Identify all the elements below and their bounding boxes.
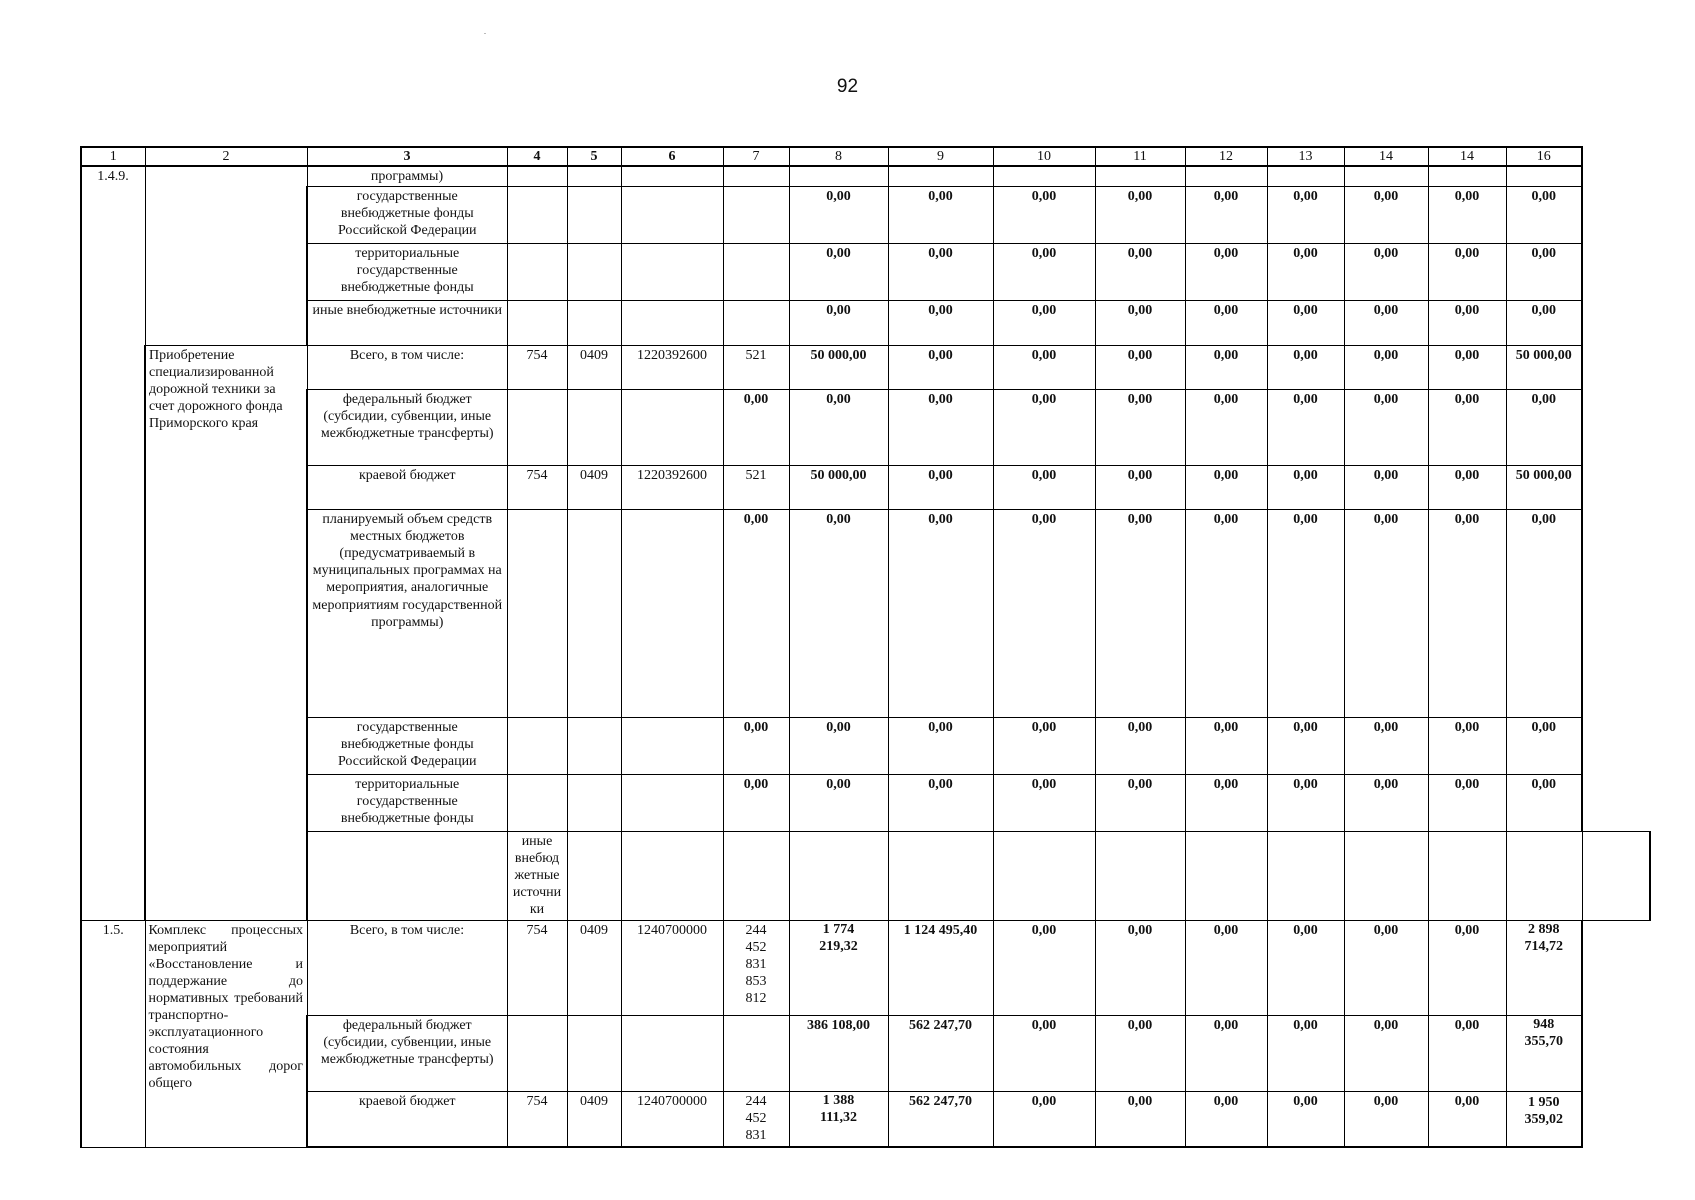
amount: 0,00: [888, 390, 993, 466]
col-header: 1: [81, 147, 145, 166]
funding-source: государственные внебюджетные фонды Российской Федерации: [307, 718, 507, 775]
amount: 0,00: [993, 346, 1095, 390]
col-header: 4: [507, 147, 567, 166]
code-expense-type: 244: [745, 922, 767, 938]
amount: 0,00: [1344, 510, 1428, 718]
col-header: 7: [723, 147, 789, 166]
amount: 0,00: [1185, 301, 1267, 346]
code-section: 0409: [567, 1091, 621, 1147]
amount: 1 774 219,32: [789, 920, 888, 1015]
amount: 0,00: [1267, 1015, 1344, 1091]
funding-source: краевой бюджет: [307, 466, 507, 510]
amount: 0,00: [1344, 1015, 1428, 1091]
amount: 2 898 714,72: [1506, 920, 1582, 1015]
table-row: [81, 1015, 1650, 1091]
amount: 0,00: [1185, 187, 1267, 244]
amount: 0,00: [789, 718, 888, 775]
amount: 0,00: [1095, 718, 1185, 775]
amount: 386 108,00: [789, 1015, 888, 1091]
amount: 0,00: [1506, 244, 1582, 301]
amount: 1 388 111,32: [789, 1091, 888, 1147]
amount: 0,00: [993, 244, 1095, 301]
item-number: 1.4.9.: [81, 166, 145, 920]
amount: 0,00: [789, 510, 888, 718]
col-header: 8: [789, 147, 888, 166]
amount: 0,00: [1344, 775, 1428, 832]
item-name-cell: [307, 832, 507, 920]
table-row: [81, 510, 1650, 718]
amount: 562 247,70: [888, 1091, 993, 1147]
code-expense-type: 812: [745, 990, 767, 1006]
amount: 0,00: [993, 390, 1095, 466]
code-expense-type: 853: [745, 973, 767, 989]
amount: 0,00: [1506, 187, 1582, 244]
col-header: 16: [1506, 147, 1582, 166]
amount: 948 355,70: [1506, 1015, 1582, 1091]
funding-source: иные внебюджетные источники: [307, 301, 507, 346]
amount: 0,00: [993, 466, 1095, 510]
amount: 0,00: [1506, 390, 1582, 466]
amount: 0,00: [1267, 466, 1344, 510]
item-number: 1.5.: [81, 920, 145, 1147]
code-grbs: 754: [507, 1091, 567, 1147]
column-number-header-row: [81, 147, 1650, 166]
code-target: 1240700000: [621, 920, 723, 1015]
code-expense-types: [723, 920, 789, 1015]
amount: 0,00: [1428, 187, 1506, 244]
code-section: 0409: [567, 466, 621, 510]
amount: 0,00: [888, 301, 993, 346]
amount: 0,00: [1267, 1091, 1344, 1147]
amount: 0,00: [1344, 1091, 1428, 1147]
amount: 0,00: [1267, 244, 1344, 301]
item-name: Приобретение специализированной дорожной техники за счет дорожного фонда Приморского края: [145, 346, 307, 920]
amount: 0,00: [1428, 1091, 1506, 1147]
amount: 0,00: [993, 187, 1095, 244]
funding-source: территориальные государственные внебюджетные фонды: [307, 244, 507, 301]
table-row: [81, 244, 1650, 301]
table-row: [81, 920, 1650, 1015]
funding-source: планируемый объем средств местных бюджетов (предусматриваемый в муниципальных программах на мероприятия, аналогичные мероприятиям государственной программы): [307, 510, 507, 718]
amount: 0,00: [888, 187, 993, 244]
amount: 0,00: [1428, 244, 1506, 301]
col-header: 11: [1095, 147, 1185, 166]
code-expense-type: 831: [745, 1127, 767, 1143]
col-header: 3: [307, 147, 507, 166]
amount: 0,00: [1185, 510, 1267, 718]
amount: 50 000,00: [789, 346, 888, 390]
table-row: [81, 166, 1650, 187]
amount: 1 124 495,40: [888, 920, 993, 1015]
amount: 0,00: [1185, 920, 1267, 1015]
code-target: 1240700000: [621, 1091, 723, 1147]
amount: 0,00: [1506, 718, 1582, 775]
code-target: 1220392600: [621, 466, 723, 510]
funding-source: территориальные государственные внебюджетные фонды: [307, 775, 507, 832]
amount: 0,00: [1267, 346, 1344, 390]
amount: 0,00: [789, 187, 888, 244]
col-header: 14: [1428, 147, 1506, 166]
table-row: [81, 718, 1650, 775]
code-expense-type: 452: [745, 939, 767, 955]
amount: 50 000,00: [1506, 346, 1582, 390]
code-grbs: 754: [507, 920, 567, 1015]
amount: 0,00: [1185, 466, 1267, 510]
amount: 0,00: [789, 244, 888, 301]
budget-table: [80, 146, 1651, 1148]
amount: 0,00: [1428, 775, 1506, 832]
amount: 0,00: [723, 775, 789, 832]
amount: 0,00: [1344, 718, 1428, 775]
code-expense-type: 831: [745, 956, 767, 972]
col-header: 6: [621, 147, 723, 166]
amount: 0,00: [1095, 346, 1185, 390]
table-row: [81, 346, 1650, 390]
col-header: 14: [1344, 147, 1428, 166]
col-header: 5: [567, 147, 621, 166]
amount: 0,00: [1095, 244, 1185, 301]
amount: 0,00: [1428, 301, 1506, 346]
amount: 0,00: [888, 466, 993, 510]
col-header: 12: [1185, 147, 1267, 166]
amount: 0,00: [993, 301, 1095, 346]
amount: 0,00: [1344, 466, 1428, 510]
funding-source: Всего, в том числе:: [307, 346, 507, 390]
amount: 0,00: [888, 718, 993, 775]
amount: 0,00: [1428, 510, 1506, 718]
amount: 0,00: [1095, 1091, 1185, 1147]
code-expense-type: 521: [723, 346, 789, 390]
amount: 0,00: [993, 775, 1095, 832]
table-row: [81, 301, 1650, 346]
amount: 0,00: [1267, 390, 1344, 466]
amount: 0,00: [1344, 187, 1428, 244]
amount: 0,00: [723, 718, 789, 775]
scan-speck: [484, 33, 486, 34]
amount: 0,00: [1267, 775, 1344, 832]
col-header: 13: [1267, 147, 1344, 166]
col-header: 10: [993, 147, 1095, 166]
table-row: [81, 466, 1650, 510]
amount: 1 950 359,02: [1506, 1091, 1582, 1147]
amount: 0,00: [1185, 244, 1267, 301]
amount: 0,00: [1185, 390, 1267, 466]
code-section: 0409: [567, 920, 621, 1015]
col-header: 9: [888, 147, 993, 166]
item-name: Комплекс процессных мероприятий «Восстановление и поддержание до нормативных требований транспортно-эксплуатационного состояния автомобильных дорог общего: [145, 920, 307, 1147]
amount: 0,00: [993, 718, 1095, 775]
amount: 0,00: [1267, 920, 1344, 1015]
code-section: 0409: [567, 346, 621, 390]
funding-source: Всего, в том числе:: [307, 920, 507, 1015]
amount: 0,00: [1344, 346, 1428, 390]
amount: 0,00: [1344, 301, 1428, 346]
code-expense-types: [723, 1091, 789, 1147]
code-grbs: 754: [507, 466, 567, 510]
table-row: [81, 187, 1650, 244]
funding-source: краевой бюджет: [307, 1091, 507, 1147]
amount: 0,00: [1185, 1091, 1267, 1147]
amount: 0,00: [1095, 390, 1185, 466]
amount: 0,00: [1267, 301, 1344, 346]
funding-source: федеральный бюджет (субсидии, субвенции, иные межбюджетные трансферты): [307, 1015, 507, 1091]
amount: 0,00: [1095, 1015, 1185, 1091]
amount: 0,00: [1185, 718, 1267, 775]
funding-source: государственные внебюджетные фонды Российской Федерации: [307, 187, 507, 244]
amount: 0,00: [1344, 244, 1428, 301]
amount: 0,00: [1267, 187, 1344, 244]
amount: 0,00: [1267, 510, 1344, 718]
amount: 562 247,70: [888, 1015, 993, 1091]
amount: 0,00: [1185, 1015, 1267, 1091]
col-header: 2: [145, 147, 307, 166]
amount: 0,00: [1344, 920, 1428, 1015]
amount: 0,00: [1185, 775, 1267, 832]
amount: 0,00: [1095, 510, 1185, 718]
code-expense-type: 521: [723, 466, 789, 510]
amount: 0,00: [1428, 920, 1506, 1015]
code-target: 1220392600: [621, 346, 723, 390]
table-row: [81, 1091, 1650, 1147]
amount: 0,00: [888, 244, 993, 301]
amount: 0,00: [1506, 510, 1582, 718]
funding-source: федеральный бюджет (субсидии, субвенции, иные межбюджетные трансферты): [307, 390, 507, 466]
amount: 0,00: [888, 346, 993, 390]
code-expense-type: 452: [745, 1110, 767, 1126]
amount: 0,00: [1095, 920, 1185, 1015]
amount: 0,00: [1095, 466, 1185, 510]
code-grbs: 754: [507, 346, 567, 390]
page-number: 92: [836, 76, 859, 97]
amount: 0,00: [1428, 390, 1506, 466]
amount: 0,00: [789, 775, 888, 832]
amount: 0,00: [1428, 718, 1506, 775]
funding-source: иные внебюджетные источники: [507, 832, 567, 920]
amount: 50 000,00: [789, 466, 888, 510]
amount: 0,00: [1506, 775, 1582, 832]
amount: 0,00: [1344, 390, 1428, 466]
table-row: [81, 832, 1650, 920]
amount: 0,00: [789, 301, 888, 346]
amount: 0,00: [1506, 301, 1582, 346]
table-row: [81, 390, 1650, 466]
amount: 0,00: [1095, 775, 1185, 832]
amount: 0,00: [1428, 466, 1506, 510]
amount: 0,00: [993, 1091, 1095, 1147]
amount: 0,00: [993, 1015, 1095, 1091]
amount: 0,00: [1428, 346, 1506, 390]
amount: 0,00: [1095, 301, 1185, 346]
amount: 0,00: [1267, 718, 1344, 775]
amount: 0,00: [723, 390, 789, 466]
amount: 0,00: [1095, 187, 1185, 244]
amount: 0,00: [723, 510, 789, 718]
item-name-cell: [145, 166, 307, 346]
amount: 0,00: [1185, 346, 1267, 390]
amount: 50 000,00: [1506, 466, 1582, 510]
amount: 0,00: [993, 510, 1095, 718]
amount: 0,00: [993, 920, 1095, 1015]
amount: 0,00: [1428, 1015, 1506, 1091]
funding-source: программы): [307, 166, 507, 187]
amount: 0,00: [789, 390, 888, 466]
code-expense-type: 244: [745, 1093, 767, 1109]
amount: 0,00: [888, 775, 993, 832]
table-row: [81, 775, 1650, 832]
amount: 0,00: [888, 510, 993, 718]
